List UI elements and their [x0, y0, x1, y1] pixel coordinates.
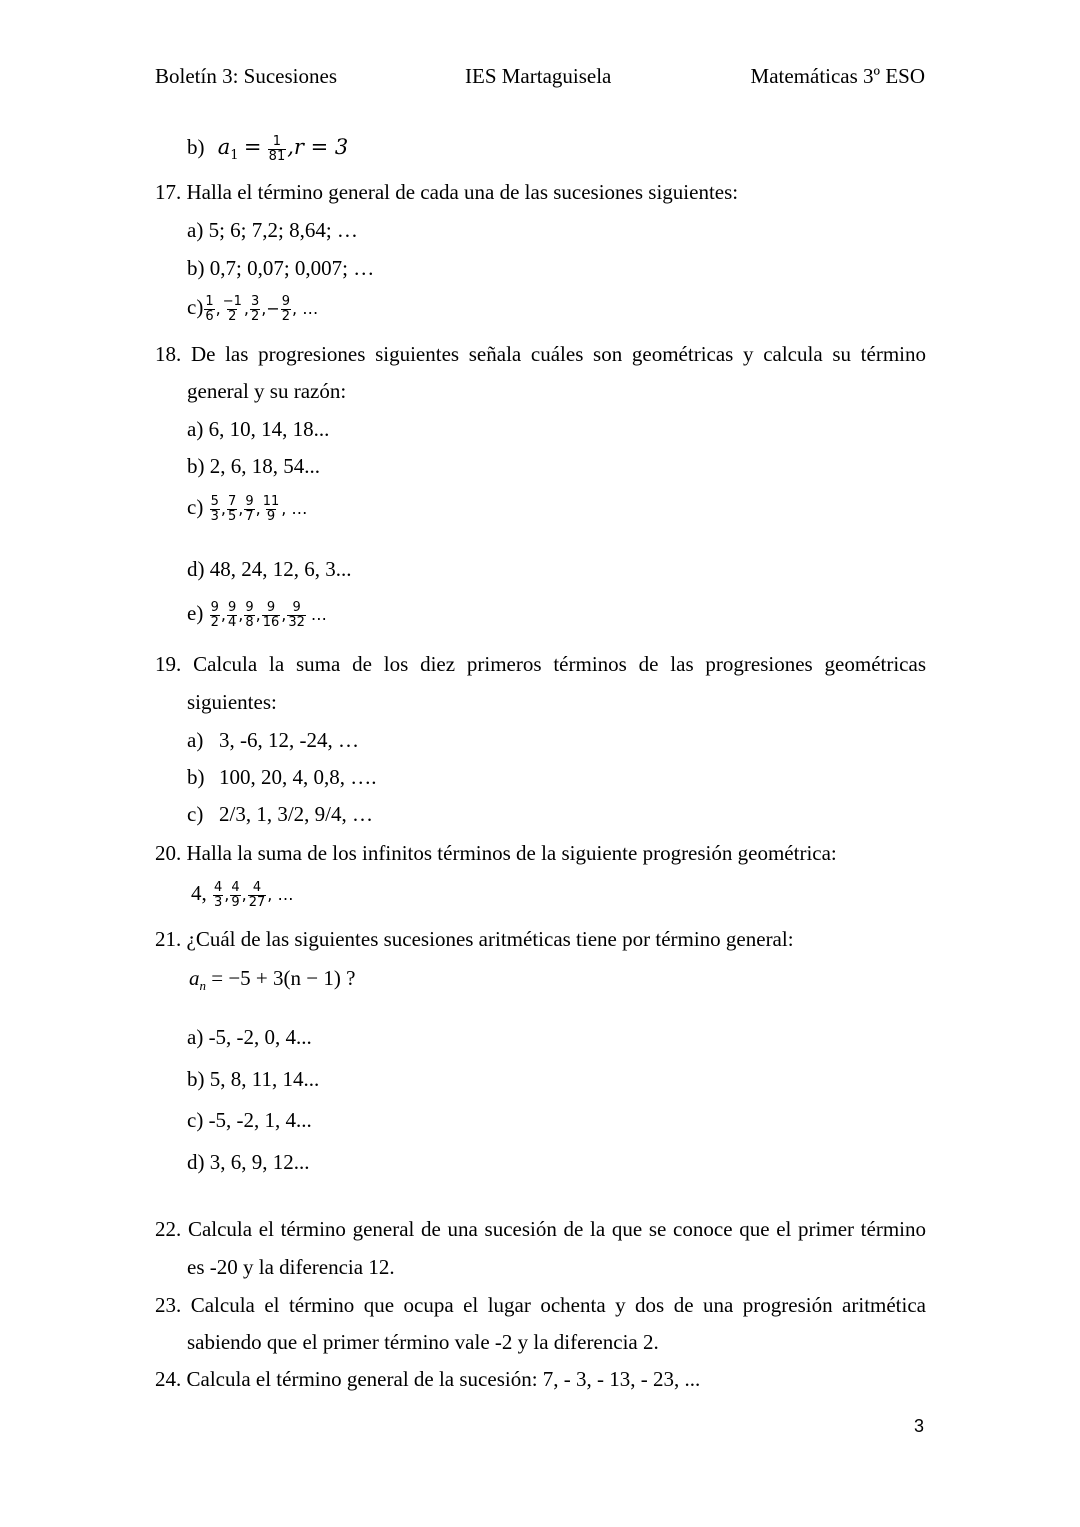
- prev-eq: =: [243, 135, 262, 159]
- header-left: Boletín 3: Sucesiones: [155, 64, 337, 88]
- fraction: $\frac{9}{2}$: [210, 599, 219, 630]
- question-number: 22.: [155, 1217, 182, 1241]
- fraction: $\frac{9}{4}$: [227, 599, 237, 630]
- fraction: $\frac{3}{2}$: [250, 293, 260, 324]
- question-18: [155, 341, 926, 367]
- fraction: $\frac{9}{8}$: [245, 599, 254, 630]
- question-text: Halla la suma de los infinitos términos de la siguiente progresión geométrica:: [186, 841, 837, 865]
- item-label: c): [187, 295, 204, 319]
- ellipsis: …: [272, 885, 294, 904]
- question-text: De las progresiones siguientes señala cuáles son geométricas y calcula su término: [190, 342, 927, 366]
- question-text: Calcula el término que ocupa el lugar ochenta y dos de una progresión aritmética: [190, 1293, 926, 1317]
- question-19: [155, 651, 926, 677]
- question-text: Halla el término general de cada una de las sucesiones siguientes:: [186, 180, 739, 204]
- formula-sub: n: [199, 978, 206, 994]
- q21-item-a: a) -5, -2, 0, 4...: [187, 1025, 312, 1049]
- ellipsis: , …: [281, 499, 308, 518]
- fraction: $\frac{9}{7}$: [245, 493, 254, 524]
- question-text: Calcula la suma de los diez primeros términos de las progresiones geométricas: [193, 652, 927, 676]
- item-label: a): [187, 728, 204, 752]
- fraction: $\frac{9}{16}$: [262, 599, 280, 630]
- question-19-cont: siguientes:: [187, 690, 277, 714]
- formula-var: a: [189, 966, 200, 990]
- fraction: $\frac{5}{3}$: [210, 493, 219, 524]
- question-number: 21.: [155, 927, 182, 951]
- header-right: Matemáticas 3º ESO: [750, 64, 925, 88]
- prev-sub: 1: [230, 148, 239, 164]
- formula-rest: = −5 + 3(n − 1) ?: [206, 966, 356, 990]
- question-23-cont: sabiendo que el primer término vale -2 y la diferencia 2.: [187, 1330, 659, 1354]
- question-21: [155, 926, 794, 952]
- q18-item-e: e) $\frac{9}{2}$ , $\frac{9}{4}$ , $\frac{9}{8}$ , $\frac{9}{16}$ , $\frac{9}{32}$ …: [187, 599, 327, 630]
- fraction: $\frac{4}{9}$: [231, 879, 240, 910]
- fraction: $\frac{9}{2}$: [281, 293, 291, 324]
- question-number: 17.: [155, 180, 182, 204]
- q19-item-a: [187, 727, 359, 753]
- item-label: c): [187, 495, 204, 519]
- first-term: 4,: [191, 881, 207, 905]
- question-text: ¿Cuál de las siguientes sucesiones aritméticas tiene por término general:: [186, 927, 794, 951]
- question-number: 18.: [155, 342, 182, 366]
- header-center: IES Martaguisela: [465, 64, 612, 88]
- question-number: 23.: [155, 1293, 182, 1317]
- prev-item-b: [187, 134, 348, 169]
- q18-item-d: d) 48, 24, 12, 6, 3...: [187, 557, 352, 581]
- q17-item-b: b) 0,7; 0,07; 0,007; …: [187, 256, 375, 280]
- question-text: Calcula el término general de una sucesión de la que se conoce que el primer término: [187, 1217, 927, 1241]
- item-text: 2/3, 1, 3/2, 9/4, …: [219, 802, 374, 826]
- question-text: Calcula el término general de la sucesión: 7, - 3, - 13, - 23, ...: [186, 1367, 701, 1391]
- item-label: b): [187, 765, 205, 789]
- question-17: [155, 179, 738, 205]
- question-23: [155, 1292, 926, 1318]
- prev-var: a: [217, 135, 231, 159]
- fraction: $\frac{9}{32}$: [288, 599, 305, 630]
- frac-den: 81: [268, 148, 286, 164]
- page-number: 3: [914, 1416, 925, 1436]
- q18-item-a: a) 6, 10, 14, 18...: [187, 417, 330, 441]
- q19-item-b: [187, 764, 377, 790]
- q18-item-b: b) 2, 6, 18, 54...: [187, 454, 320, 478]
- fraction: $\frac{4}{3}$: [214, 879, 223, 910]
- fraction: $\frac{4}{27}$: [248, 879, 266, 910]
- question-24: [155, 1366, 700, 1392]
- prev-fraction: [268, 135, 287, 164]
- frac-num: 1: [272, 133, 282, 149]
- q19-item-c: [187, 801, 373, 827]
- item-text: 100, 20, 4, 0,8, ….: [219, 765, 377, 789]
- item-label: e): [187, 601, 204, 625]
- q21-item-b: b) 5, 8, 11, 14...: [187, 1067, 320, 1091]
- q21-item-c: c) -5, -2, 1, 4...: [187, 1108, 312, 1132]
- question-18-cont: general y su razón:: [187, 379, 347, 403]
- minus-sign: −: [266, 299, 280, 318]
- fraction: $\frac{7}{5}$: [227, 493, 237, 524]
- q21-item-d: d) 3, 6, 9, 12...: [187, 1150, 310, 1174]
- q17-item-c: c) $\frac{1}{6}$ , $\frac{-1}{2}$ , $\frac{3}{2}$ ,− $\frac{9}{2}$ , …: [187, 293, 319, 324]
- ellipsis: …: [310, 605, 327, 624]
- q21-formula: [189, 965, 355, 999]
- q17-item-a: a) 5; 6; 7,2; 8,64; …: [187, 218, 358, 242]
- q20-sequence: 4, $\frac{4}{3}$ , $\frac{4}{9}$ , $\frac{4}{27}$ , …: [191, 879, 294, 910]
- prev-label: b): [187, 135, 205, 159]
- ellipsis: , …: [292, 299, 319, 318]
- fraction: $\frac{1}{6}$: [205, 293, 214, 324]
- question-number: 19.: [155, 652, 182, 676]
- question-22: [155, 1216, 926, 1242]
- fraction: $\frac{11}{9}$: [262, 493, 280, 524]
- question-number: 24.: [155, 1367, 182, 1391]
- question-number: 20.: [155, 841, 182, 865]
- prev-r: ,r = 3: [287, 135, 349, 159]
- q18-item-c: c) $\frac{5}{3}$ , $\frac{7}{5}$ , $\frac{9}{7}$ , $\frac{11}{9}$ , …: [187, 493, 308, 524]
- question-20: [155, 840, 837, 866]
- fraction: $\frac{-1}{2}$: [222, 293, 242, 324]
- question-22-cont: es -20 y la diferencia 12.: [187, 1255, 395, 1279]
- item-label: c): [187, 802, 204, 826]
- item-text: 3, -6, 12, -24, …: [219, 728, 359, 752]
